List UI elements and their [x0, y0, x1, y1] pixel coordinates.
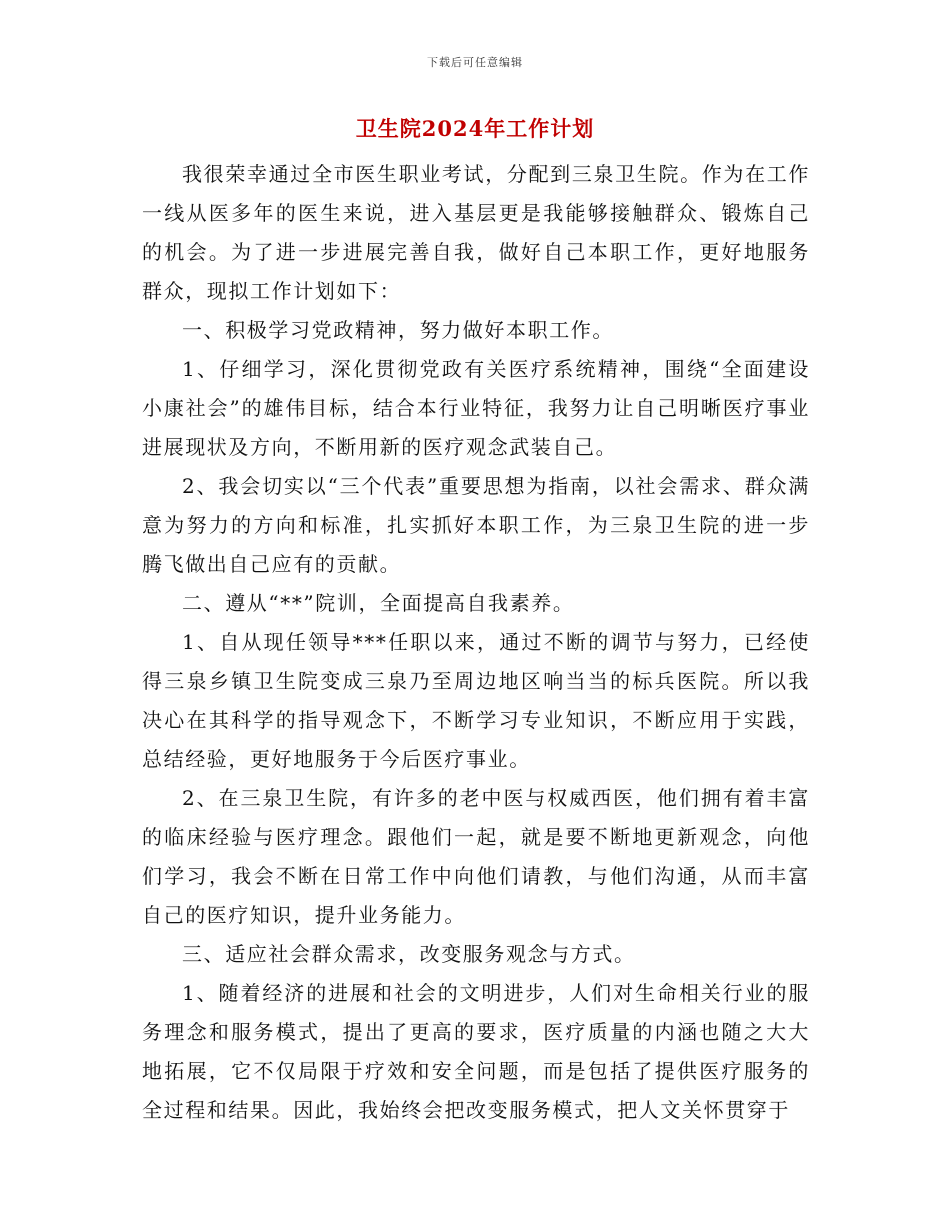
section-heading-1: 一、积极学习党政精神，努力做好本职工作。 — [182, 318, 614, 342]
header-note: 下载后可任意编辑 — [427, 56, 523, 69]
document-body — [142, 155, 810, 1130]
paragraph-2-1: 1、自从现任领导***任职以来，通过不断的调节与努力，已经使得三泉乡镇卫生院变成三泉乃至周边地区响当当的标兵医院。所以我决心在其科学的指导观念下，不断学习专业知识，不断应用于实践，总结经验，更好地服务于今后医疗事业。 — [142, 630, 810, 771]
paragraph-1-1: 1、仔细学习，深化贯彻党政有关医疗系统精神，围绕“全面建设小康社会”的雄伟目标，结合本行业特征，我努力让自己明晰医疗事业进展现状及方向，不断用新的医疗观念武装自己。 — [142, 357, 810, 459]
section-heading-2: 二、遵从“**”院训，全面提高自我素养。 — [182, 591, 575, 615]
paragraph-1-2: 2、我会切实以“三个代表”重要思想为指南，以社会需求、群众满意为努力的方向和标准，扎实抓好本职工作，为三泉卫生院的进一步腾飞做出自己应有的贡献。 — [142, 474, 810, 576]
section-heading-3: 三、适应社会群众需求，改变服务观念与方式。 — [182, 942, 636, 966]
paragraph-2-2: 2、在三泉卫生院，有许多的老中医与权威西医，他们拥有着丰富的临床经验与医疗理念。跟他们一起，就是要不断地更新观念，向他们学习，我会不断在日常工作中向他们请教，与他们沟通，从而丰富自己的医疗知识，提升业务能力。 — [142, 786, 810, 927]
paragraph-intro: 我很荣幸通过全市医生职业考试，分配到三泉卫生院。作为在工作一线从医多年的医生来说，进入基层更是我能够接触群众、锻炼自己的机会。为了进一步进展完善自我，做好自己本职工作，更好地服务群众，现拟工作计划如下： — [142, 162, 810, 303]
paragraph-3-1: 1、随着经济的进展和社会的文明进步，人们对生命相关行业的服务理念和服务模式，提出了更高的要求，医疗质量的内涵也随之大大地拓展，它不仅局限于疗效和安全问题，而是包括了提供医疗服务的全过程和结果。因此，我始终会把改变服务模式，把人文关怀贯穿于 — [142, 981, 810, 1122]
document-title: 卫生院2024年工作计划 — [355, 116, 595, 141]
